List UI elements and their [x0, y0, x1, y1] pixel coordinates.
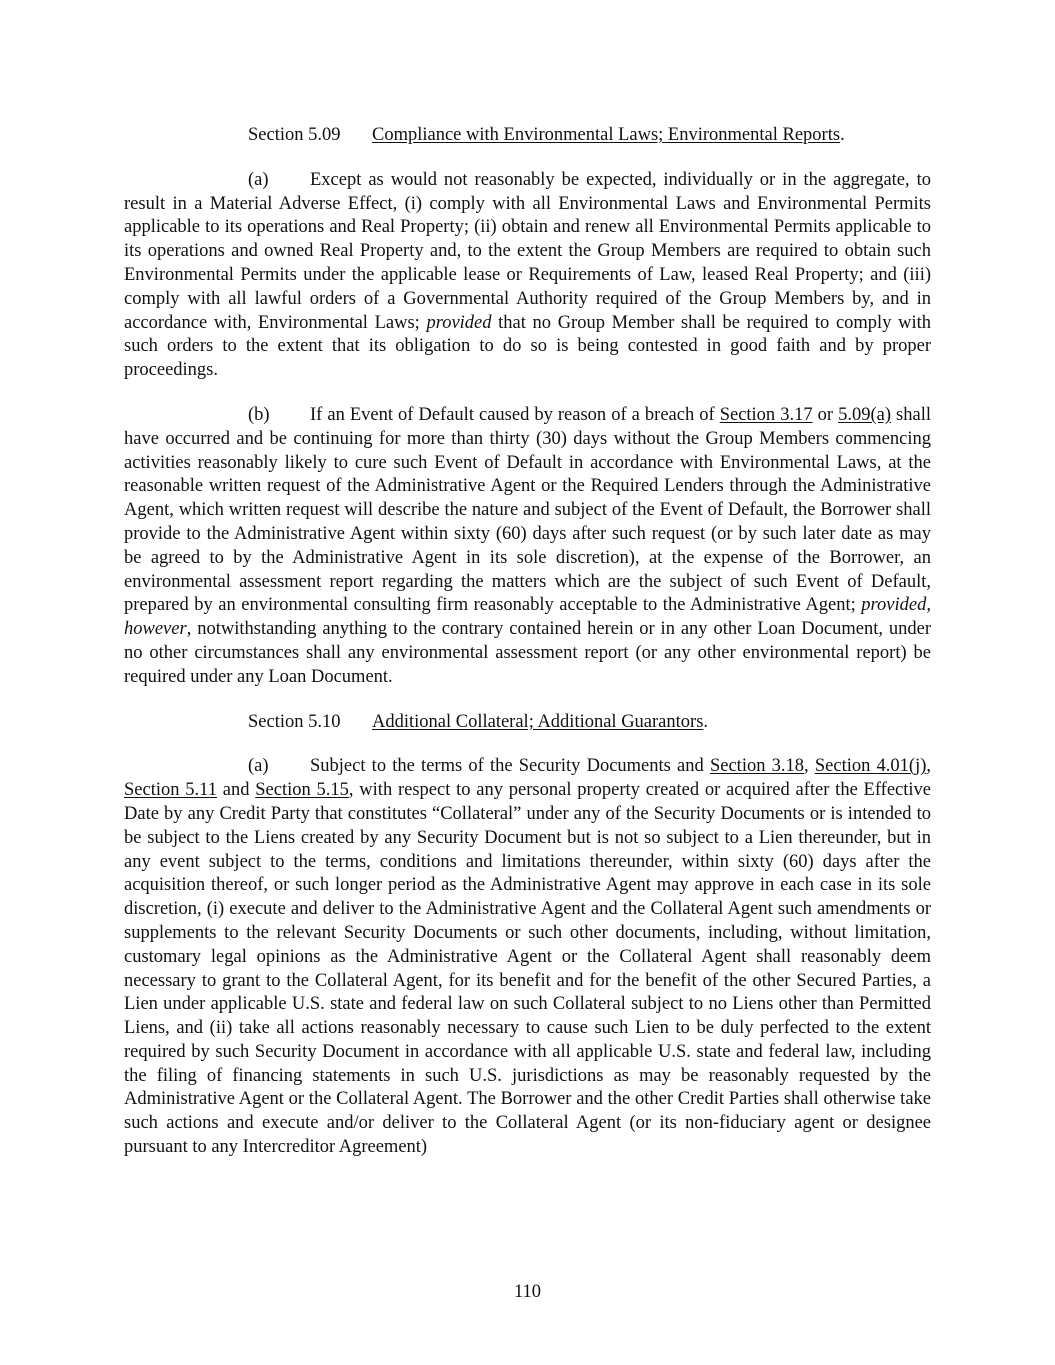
- section-cross-reference: 5.09(a): [838, 404, 891, 425]
- section-heading-5-09: Section 5.09 Compliance with Environmental Laws; Environmental Reports.: [124, 124, 931, 148]
- paragraph-text: Subject to the terms of the Security Documents and: [310, 756, 710, 777]
- paragraph-text: If an Event of Default caused by reason of a breach of: [310, 404, 720, 425]
- paragraph-text: and: [216, 780, 256, 801]
- paragraph-text: that no Group Member shall be required to comply with such orders to the extent that its obligation to do so is being contested in good faith and by proper proceedings.: [124, 312, 931, 381]
- section-number: Section 5.09: [248, 125, 341, 145]
- section-title: Additional Collateral; Additional Guarantors: [372, 711, 704, 732]
- section-number: Section 5.10: [248, 711, 341, 732]
- paragraph-marker: (b): [248, 404, 270, 425]
- section-title: Compliance with Environmental Laws; Environmental Reports: [372, 125, 841, 145]
- document-page: [124, 124, 931, 1181]
- paragraph-text: ,: [804, 756, 815, 777]
- section-cross-reference: Section 5.11: [124, 780, 217, 801]
- section-cross-reference: Section 3.17: [719, 404, 813, 425]
- paragraph-text: , with respect to any personal property created or acquired after the Effective Date by any Credit Party that constitutes “Collateral” under any of the Security Documents or is intended to be subject to the Liens created by any Security Document but is not so subject to a Lien thereunder, but in any event subject to the terms, conditions and limitations thereunder, within sixty (60) days after the acquisition thereof, or such longer period as the Administrative Agent may approve in each case in its sole discretion, (i) execute and deliver to the Administrative Agent and the Collateral Agent such amendments or supplements to the relevant Security Documents or such other documents, including, without limitation, customary legal opinions as the Administrative Agent or the Collateral Agent shall reasonably deem necessary to grant to the Collateral Agent, for its benefit and for the benefit of the other Secured Parties, a Lien under applicable U.S. state and federal law on such Collateral subject to no Liens other than Permitted Liens, and (ii) take all actions reasonably necessary to cause such Lien to be duly perfected to the extent required by such Security Document in accordance with all applicable U.S. state and federal law, including the filing of financing statements in such U.S. jurisdictions as may be reasonably requested by the Administrative Agent or the Collateral Agent. The Borrower and the other Credit Parties shall otherwise take such actions and execute and/or deliver to the Collateral Agent (or its non-fiduciary agent or designee pursuant to any Intercreditor Agreement): [124, 780, 932, 1158]
- paragraph-5-10-a: [124, 755, 931, 1160]
- paragraph-text: Except as would not reasonably be expected, individually or in the aggregate, to result in a Material Adverse Effect, (i) comply with all Environmental Laws and Environmental Permits applicable to its operations and Real Property; (ii) obtain and renew all Environmental Permits applicable to its operations and owned Real Property and, to the extent the Group Members are required to obtain such Environmental Permits under the applicable lease or Requirements of Law, leased Real Property; and (iii) comply with all lawful orders of a Governmental Authority required of the Group Members by, and in accordance with, Environmental Laws;: [124, 169, 931, 333]
- paragraph-text: , notwithstanding anything to the contrary contained herein or in any other Loan Document, under no other circumstances shall any environmental assessment report (or any other environmental report) be required under any Loan Document.: [124, 619, 931, 687]
- proviso-emphasis: provided, however: [124, 595, 931, 640]
- proviso-emphasis: provided: [426, 312, 492, 333]
- section-heading-5-10: Section 5.10 Additional Collateral; Additional Guarantors.: [124, 711, 931, 735]
- page-number: 110: [513, 1282, 542, 1302]
- paragraph-text: or: [812, 404, 839, 425]
- paragraph-5-09-b: [124, 404, 931, 690]
- paragraph-marker: (a): [248, 169, 269, 190]
- paragraph-text: ,: [926, 756, 932, 777]
- section-cross-reference: Section 3.18: [709, 756, 805, 777]
- paragraph-5-09-a: [124, 169, 931, 383]
- section-cross-reference: Section 5.15: [255, 780, 349, 801]
- paragraph-marker: (a): [248, 756, 269, 777]
- paragraph-text: shall have occurred and be continuing for more than thirty (30) days without the Group Members commencing activities reasonably likely to cure such Event of Default in accordance with Environmental Laws, at the reasonable written request of the Administrative Agent or the Required Lenders through the Administrative Agent, which written request will describe the nature and subject of the Event of Default, the Borrower shall provide to the Administrative Agent within sixty (60) days after such request (or by such later date as may be agreed to by the Administrative Agent in its sole discretion), at the expense of the Borrower, an environmental assessment report regarding the matters which are the subject of such Event of Default, prepared by an environmental consulting firm reasonably acceptable to the Administrative Agent;: [124, 404, 931, 616]
- section-cross-reference: Section 4.01(j): [814, 756, 927, 777]
